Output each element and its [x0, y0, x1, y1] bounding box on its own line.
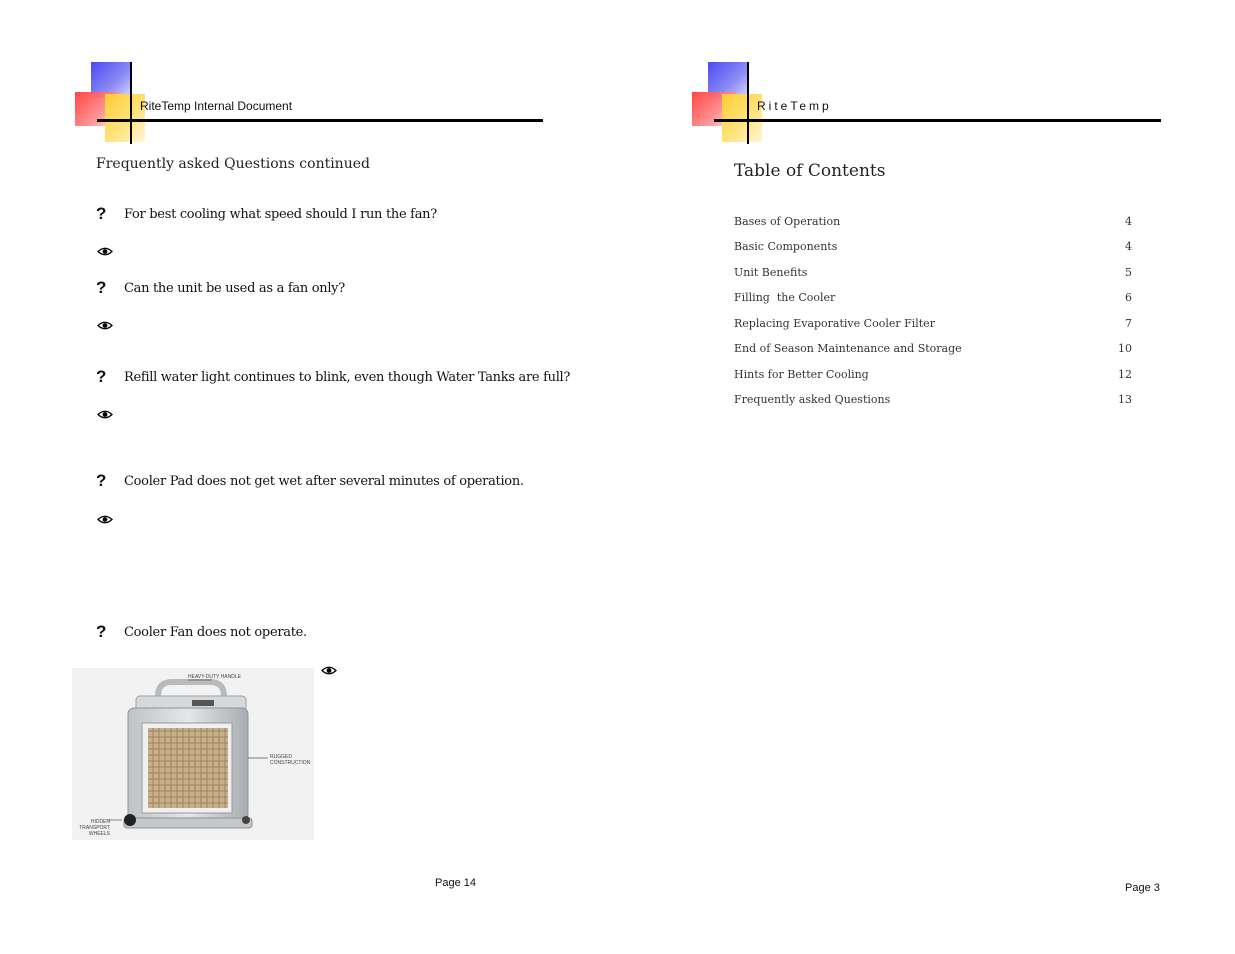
- faq-question: [96, 204, 437, 224]
- callout-handle: HEAVY-DUTY HANDLE: [188, 674, 241, 680]
- toc-entry-title: Hints for Better Cooling: [734, 368, 869, 381]
- eye-icon: [97, 409, 113, 420]
- faq-question: [96, 622, 307, 642]
- faq-question: [96, 471, 524, 491]
- faq-question: [96, 278, 345, 298]
- toc-entry[interactable]: [734, 240, 1132, 253]
- toc-entry-title: Basic Components: [734, 240, 838, 253]
- toc-entry-title: Bases of Operation: [734, 215, 841, 228]
- toc-entry-page: 10: [1118, 342, 1132, 355]
- toc-entry[interactable]: [734, 266, 1132, 279]
- toc-entry-page: 13: [1118, 393, 1132, 406]
- section-title: Frequently asked Questions continued: [96, 156, 370, 172]
- question-text: Cooler Fan does not operate.: [124, 624, 307, 640]
- eye-icon: [97, 246, 113, 257]
- eye-icon: [97, 514, 113, 525]
- question-text: Refill water light continues to blink, even though Water Tanks are full?: [124, 369, 571, 385]
- left-page: [0, 0, 617, 954]
- question-text: Cooler Pad does not get wet after several minutes of operation.: [124, 473, 524, 489]
- toc-entry[interactable]: [734, 291, 1132, 304]
- toc-entry-page: 4: [1125, 240, 1132, 253]
- toc-entry[interactable]: [734, 317, 1132, 330]
- question-mark-icon: ?: [96, 471, 107, 490]
- toc-entry-title: Filling the Cooler: [734, 291, 836, 304]
- toc-entry-title: Frequently asked Questions: [734, 393, 891, 406]
- toc-entry-page: 5: [1125, 266, 1132, 279]
- question-text: For best cooling what speed should I run the fan?: [124, 206, 437, 222]
- header-title: RiteTemp: [757, 99, 832, 113]
- toc-entry-page: 12: [1118, 368, 1132, 381]
- cooler-product-image: [72, 668, 314, 840]
- header-title: RiteTemp Internal Document: [140, 99, 293, 113]
- question-mark-icon: ?: [96, 622, 107, 641]
- toc-entry-page: 4: [1125, 215, 1132, 228]
- page-number: Page 14: [435, 877, 476, 889]
- callout-wheels: HIDDEN TRANSPORT WHEELS: [79, 819, 110, 837]
- header-rule: [714, 119, 1161, 122]
- question-mark-icon: ?: [96, 367, 107, 386]
- page-number: Page 3: [1125, 882, 1160, 894]
- question-mark-icon: ?: [96, 278, 107, 297]
- toc-entry[interactable]: [734, 342, 1132, 355]
- header-rule: [97, 119, 543, 122]
- toc-entry-title: Replacing Evaporative Cooler Filter: [734, 317, 935, 330]
- question-text: Can the unit be used as a fan only?: [124, 280, 345, 296]
- faq-question: [96, 367, 570, 387]
- right-page: [617, 0, 1235, 954]
- eye-icon: [97, 320, 113, 331]
- toc-entry[interactable]: [734, 393, 1132, 406]
- question-mark-icon: ?: [96, 204, 107, 223]
- toc-entry-title: Unit Benefits: [734, 266, 808, 279]
- callout-construction: RUGGED CONSTRUCTION: [270, 754, 311, 766]
- toc-title: Table of Contents: [734, 161, 886, 181]
- toc-entry-page: 7: [1125, 317, 1132, 330]
- toc-entry-page: 6: [1125, 291, 1132, 304]
- eye-icon: [321, 665, 337, 676]
- toc-entry-title: End of Season Maintenance and Storage: [734, 342, 962, 355]
- toc-entry[interactable]: [734, 215, 1132, 228]
- toc-entry[interactable]: [734, 368, 1132, 381]
